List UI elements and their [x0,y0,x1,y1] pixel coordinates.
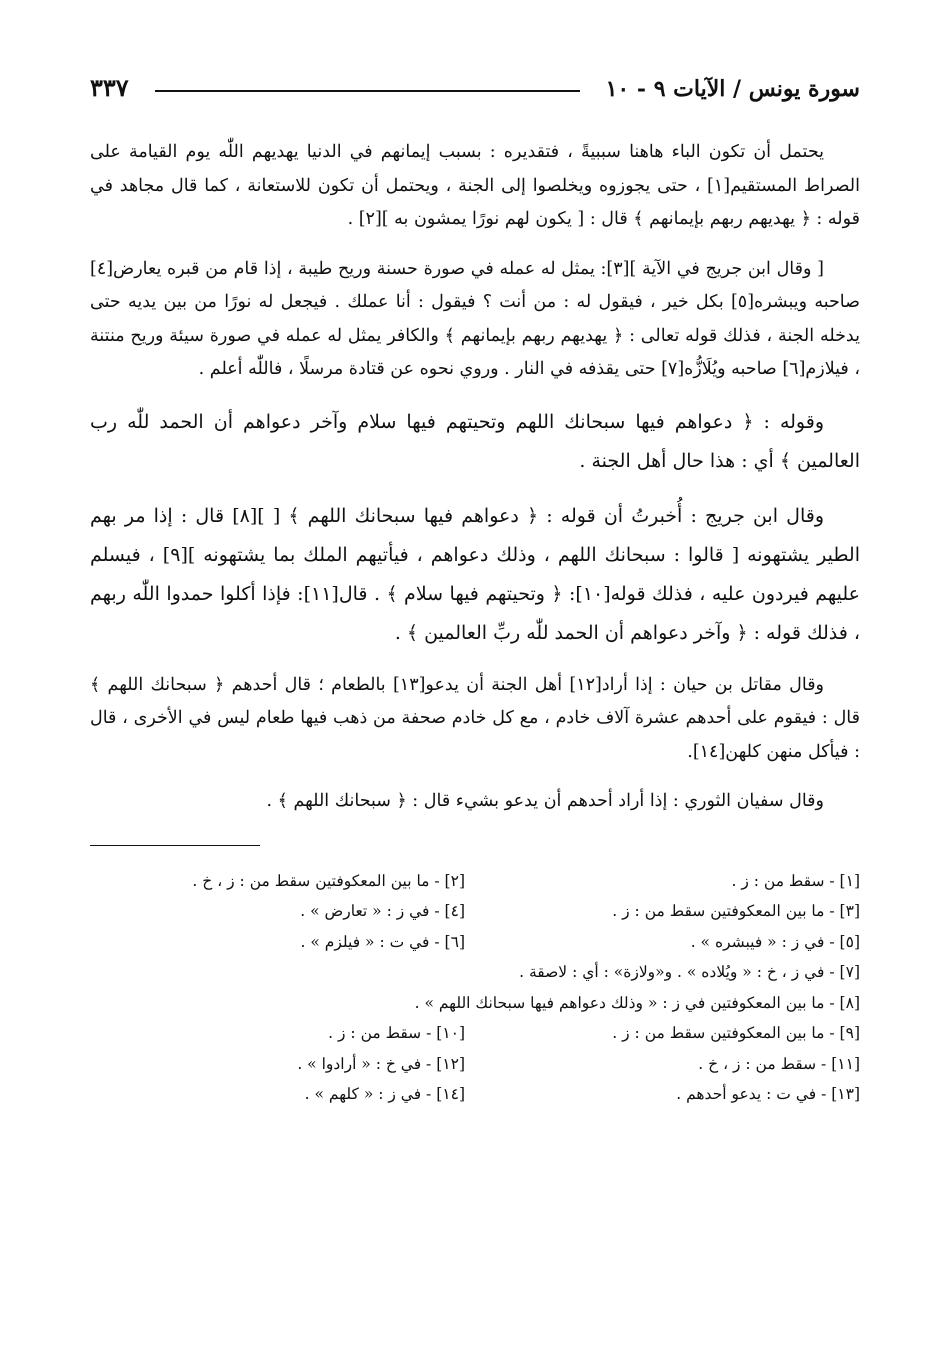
footnote: [١١] - سقط من : ز ، خ . [698,1054,860,1073]
paragraph: وقوله : ﴿ دعواهم فيها سبحانك اللهم وتحيتهم فيها سلام وآخر دعواهم أن الحمد للّٰه رب العالمين ﴾ أي : هذا حال أهل الجنة . [90,410,860,472]
running-title: سورة يونس / الآيات ٩ - ١٠ [605,76,860,102]
footnote: [٩] - ما بين المعكوفتين سقط من : ز . [612,1024,860,1042]
footnote: [٨] - ما بين المعكوفتين في ز : « وذلك دعواهم فيها سبحانك اللهم » . [414,993,860,1012]
footnote: [١٠] - سقط من : ز . [328,1024,465,1042]
footnote: [٥] - في ز : « فيبشره » . [690,932,860,951]
footnote: [١٢] - في خ : « أرادوا » . [297,1054,465,1073]
paragraph: [ وقال ابن جريج في الآية ][٣]: يمثل له عمله في صورة حسنة وريح طيبة ، إذا قام من قبره يعارض[٤] صاحبه ويبشره[٥] بكل خير ، فيقول له : من أنت ؟ فيقول : أنا عملك . فيجعل له نورًا من بين يديه حتى يدخله الجنة ، فذلك قوله تعالى : ﴿ يهديهم ربهم بإيمانهم ﴾ والكافر يمثل له عمله في صورة سيئة وريح منتنة ، فيلازم[٦] صاحبه ويُلَازُّه[٧] حتى يقذفه في النار . وروي نحوه عن قتادة مرسلًا ، فاللّٰه أعلم . [90,258,860,379]
footnote: [١] - سقط من : ز . [731,871,860,890]
book-page [90,58,860,1110]
paragraph: وقال سفيان الثوري : إذا أراد أحدهم أن يدعو بشيء قال : ﴿ سبحانك اللهم ﴾ . [266,791,824,811]
footnote: [٧] - في ز ، خ : « ويُلاده » . و«ولازة» : أي : لاصقة . [519,963,860,981]
page-header [90,58,860,102]
footnote-separator [90,845,260,846]
footnote: [٦] - في ت : « فيلزم » . [300,932,465,951]
footnotes [90,866,860,1110]
footnote: [٤] - في ز : « تعارض » . [300,902,465,920]
footnote: [٣] - ما بين المعكوفتين سقط من : ز . [612,902,860,920]
footnote: [١٤] - في ز : « كلهم » . [304,1085,465,1103]
main-text [90,136,860,819]
paragraph: يحتمل أن تكون الباء هاهنا سببيةً ، فتقديره : بسبب إيمانهم في الدنيا يهديهم اللّٰه يوم القيامة على الصراط المستقيم[١] ، حتى يجوزوه ويخلصوا إلى الجنة ، ويحتمل أن تكون للاستعانة ، كما قال مجاهد في قوله : ﴿ يهديهم ربهم بإيمانهم ﴾ قال : [ يكون لهم نورًا يمشون به ][٢] . [90,142,860,229]
paragraph: وقال مقاتل بن حيان : إذا أراد[١٢] أهل الجنة أن يدعو[١٣] بالطعام ؛ قال أحدهم ﴿ سبحانك اللهم ﴾ قال : فيقوم على أحدهم عشرة آلاف خادم ، مع كل خادم صحفة من ذهب فيها طعام ليس في الأخرى ، قال : فيأكل منهن كلهن[١٤]. [90,674,860,762]
page-number: ٣٣٧ [90,73,129,102]
header-rule [155,90,580,92]
footnote: [٢] - ما بين المعكوفتين سقط من : ز ، خ . [192,871,465,890]
paragraph: وقال ابن جريج : أُخبرتُ أن قوله : ﴿ دعواهم فيها سبحانك اللهم ﴾ [ ][٨] قال : إذا مر بهم الطير يشتهونه [ قالوا : سبحانك اللهم ، وذلك دعواهم ، فيأتيهم الملك بما يشتهونه ][٩] ، فيسلم عليهم فيردون عليه ، فذلك قوله[١٠]: ﴿ وتحيتهم فيها سلام ﴾ . قال[١١]: فإذا أكلوا حمدوا اللّٰه ربهم ، فذلك قوله : ﴿ وآخر دعواهم أن الحمد للّٰه ربِّ العالمين ﴾ . [90,504,860,644]
footnote: [١٣] - في ت : يدعو أحدهم . [676,1085,860,1103]
